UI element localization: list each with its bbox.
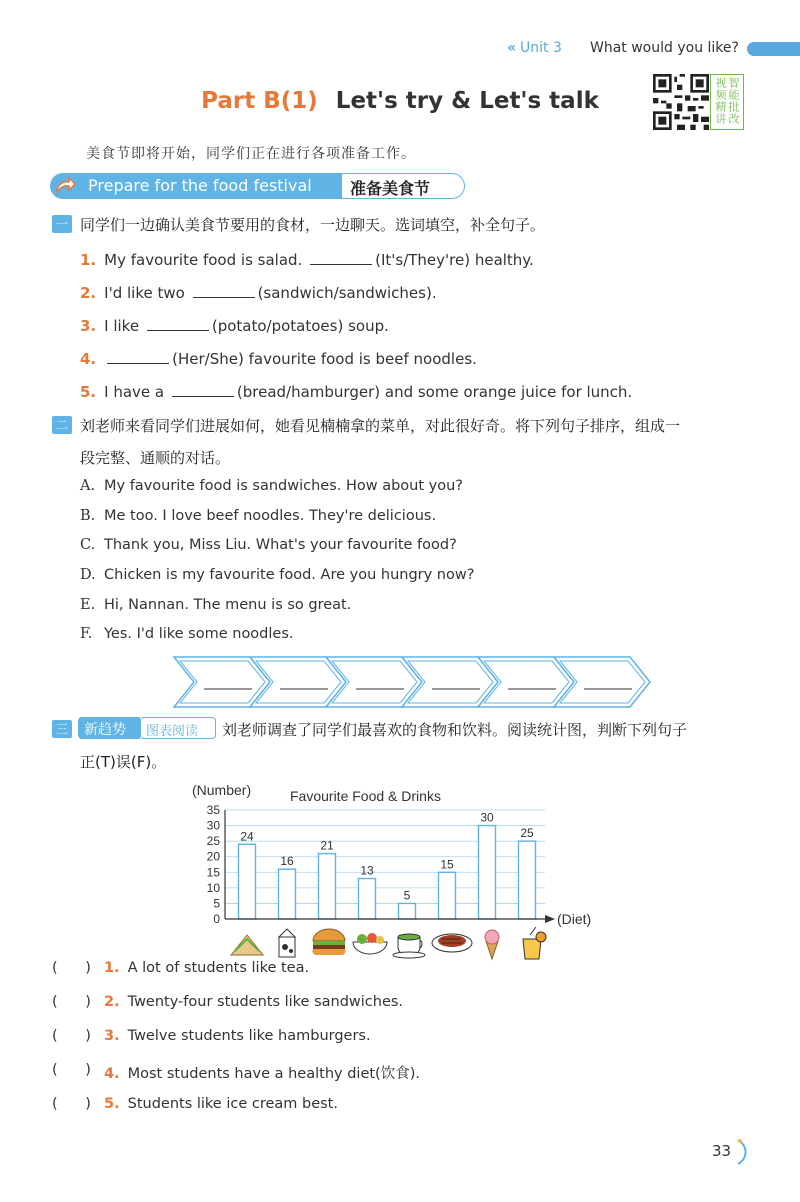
page-number: 33 [712, 1142, 732, 1160]
bar-steak [439, 872, 456, 919]
ordering-answer-chain [170, 654, 655, 710]
tf-statement-5: 5. Students like ice cream best. [104, 1096, 338, 1112]
chart-reading-label: 图表阅读 [146, 724, 199, 739]
section1-instruction: 同学们一边确认美食节要用的食材，一边聊天。选词填空，补全句子。 [80, 216, 546, 234]
banner-title-en: Prepare for the food festival [88, 176, 312, 195]
tf-bracket-1[interactable]: ( ) [52, 960, 91, 976]
option-b: B. Me too. I love beef noodles. They're delicious. [80, 508, 437, 524]
double-chevron-icon: « [507, 40, 517, 56]
bar-salad [359, 879, 376, 919]
bar-ice-cream [479, 826, 496, 919]
y-tick-labels [207, 803, 221, 926]
y-tick-label: 10 [206, 880, 220, 895]
section2-instruction-line1: 刘老师来看同学们进展如何，她看见楠楠拿的菜单，对此很好奇。将下列句子排序，组成一 [80, 417, 681, 435]
section3-number: 三 [52, 720, 72, 738]
fill-item-3: 3. I like (potato/potatoes) soup. [80, 317, 389, 335]
page-title-part: Part B(1) [201, 88, 318, 114]
bar-hamburger [319, 854, 336, 919]
chart-ylabel: (Number) [192, 782, 252, 798]
answer-blank[interactable] [172, 382, 234, 397]
option-f: F. Yes. I'd like some noodles. [80, 626, 294, 642]
section3-instruction-line2: 正(T)误(F)。 [80, 753, 167, 771]
answer-blank[interactable] [107, 349, 169, 364]
bar-sandwich [239, 844, 256, 919]
unit-title: What would you like? [590, 40, 739, 56]
tf-statement-3: 3. Twelve students like hamburgers. [104, 1028, 371, 1044]
banner-title-cn: 准备美食节 [350, 179, 431, 198]
fill-item-2: 2. I'd like two (sandwich/sandwiches). [80, 284, 437, 302]
option-c: C. Thank you, Miss Liu. What's your favourite food? [80, 537, 457, 553]
bar-orange-juice [519, 841, 536, 919]
tf-bracket-2[interactable]: ( ) [52, 994, 91, 1010]
y-tick-label: 25 [206, 834, 220, 849]
curved-arrow-icon [54, 176, 76, 196]
bar-value-label: 15 [440, 857, 454, 872]
section2-instruction-line2: 段完整、通顺的对话。 [80, 449, 231, 467]
tf-bracket-3[interactable]: ( ) [52, 1028, 91, 1044]
bar-milk [279, 869, 296, 919]
steak-plate-icon [432, 934, 472, 952]
bar-chart [190, 775, 620, 965]
section1-number: 一 [52, 215, 72, 233]
tf-statement-2: 2. Twenty-four students like sandwiches. [104, 994, 404, 1010]
chart-xlabel: (Diet) [557, 911, 592, 927]
trend-badge-text: 新趋势 [84, 722, 126, 738]
bar-value-label: 16 [280, 854, 294, 869]
tf-bracket-4[interactable]: ( ) [52, 1062, 91, 1078]
salad-bowl-icon [353, 933, 387, 954]
bar-value-label: 13 [360, 863, 374, 878]
qr-code-icon[interactable] [653, 74, 709, 130]
orange-juice-icon [523, 927, 546, 959]
bar-value-label: 30 [480, 810, 494, 825]
y-tick-label: 0 [213, 912, 220, 926]
hamburger-icon [312, 929, 345, 955]
answer-blank[interactable] [310, 250, 372, 265]
page-number-swoosh-icon [736, 1138, 750, 1166]
answer-blank[interactable] [193, 283, 255, 298]
option-a: A. My favourite food is sandwiches. How about you? [80, 478, 463, 494]
chart-grid [225, 810, 545, 903]
page-title-rest: Let's try & Let's talk [335, 88, 599, 114]
x-axis-arrow-icon [545, 915, 555, 923]
fill-item-5: 5. I have a (bread/hamburger) and some orange juice for lunch. [80, 383, 633, 401]
y-tick-label: 30 [206, 818, 220, 833]
header-accent-bar [747, 42, 800, 56]
bar-value-label: 24 [240, 829, 254, 844]
bar-tea [399, 903, 416, 919]
ice-cream-icon [485, 930, 499, 959]
section2-number: 二 [52, 416, 72, 434]
tf-statement-4: 4. Most students have a healthy diet(饮食). [104, 1066, 420, 1082]
option-e: E. Hi, Nannan. The menu is so great. [80, 597, 352, 613]
bar-value-label: 5 [403, 888, 411, 903]
fill-item-4: 4. (Her/She) favourite food is beef noodles. [80, 350, 477, 368]
tf-statement-1: 1. A lot of students like tea. [104, 960, 310, 976]
qr-label: 智能批改视频精讲 [710, 74, 744, 130]
bar-value-label: 21 [320, 838, 334, 853]
section3-instruction-line1: 刘老师调查了同学们最喜欢的食物和饮料。阅读统计图，判断下列句子 [222, 721, 688, 739]
unit-label: « Unit 3 [507, 40, 562, 56]
y-tick-label: 15 [206, 865, 220, 880]
milk-carton-icon [279, 929, 295, 957]
tea-cup-icon [393, 934, 425, 958]
answer-blank[interactable] [147, 316, 209, 331]
fill-item-1: 1. My favourite food is salad. (It's/They're) healthy. [80, 251, 534, 269]
option-d: D. Chicken is my favourite food. Are you hungry now? [80, 567, 475, 583]
y-tick-label: 35 [206, 803, 220, 817]
y-tick-label: 5 [213, 896, 220, 911]
y-tick-label: 20 [206, 849, 220, 864]
chart-title: Favourite Food & Drinks [290, 788, 441, 804]
bar-value-label: 25 [520, 826, 534, 841]
intro-text: 美食节即将开始，同学们正在进行各项准备工作。 [86, 146, 416, 162]
section-banner [50, 173, 468, 199]
sandwich-icon [231, 935, 263, 955]
tf-bracket-5[interactable]: ( ) [52, 1096, 91, 1112]
